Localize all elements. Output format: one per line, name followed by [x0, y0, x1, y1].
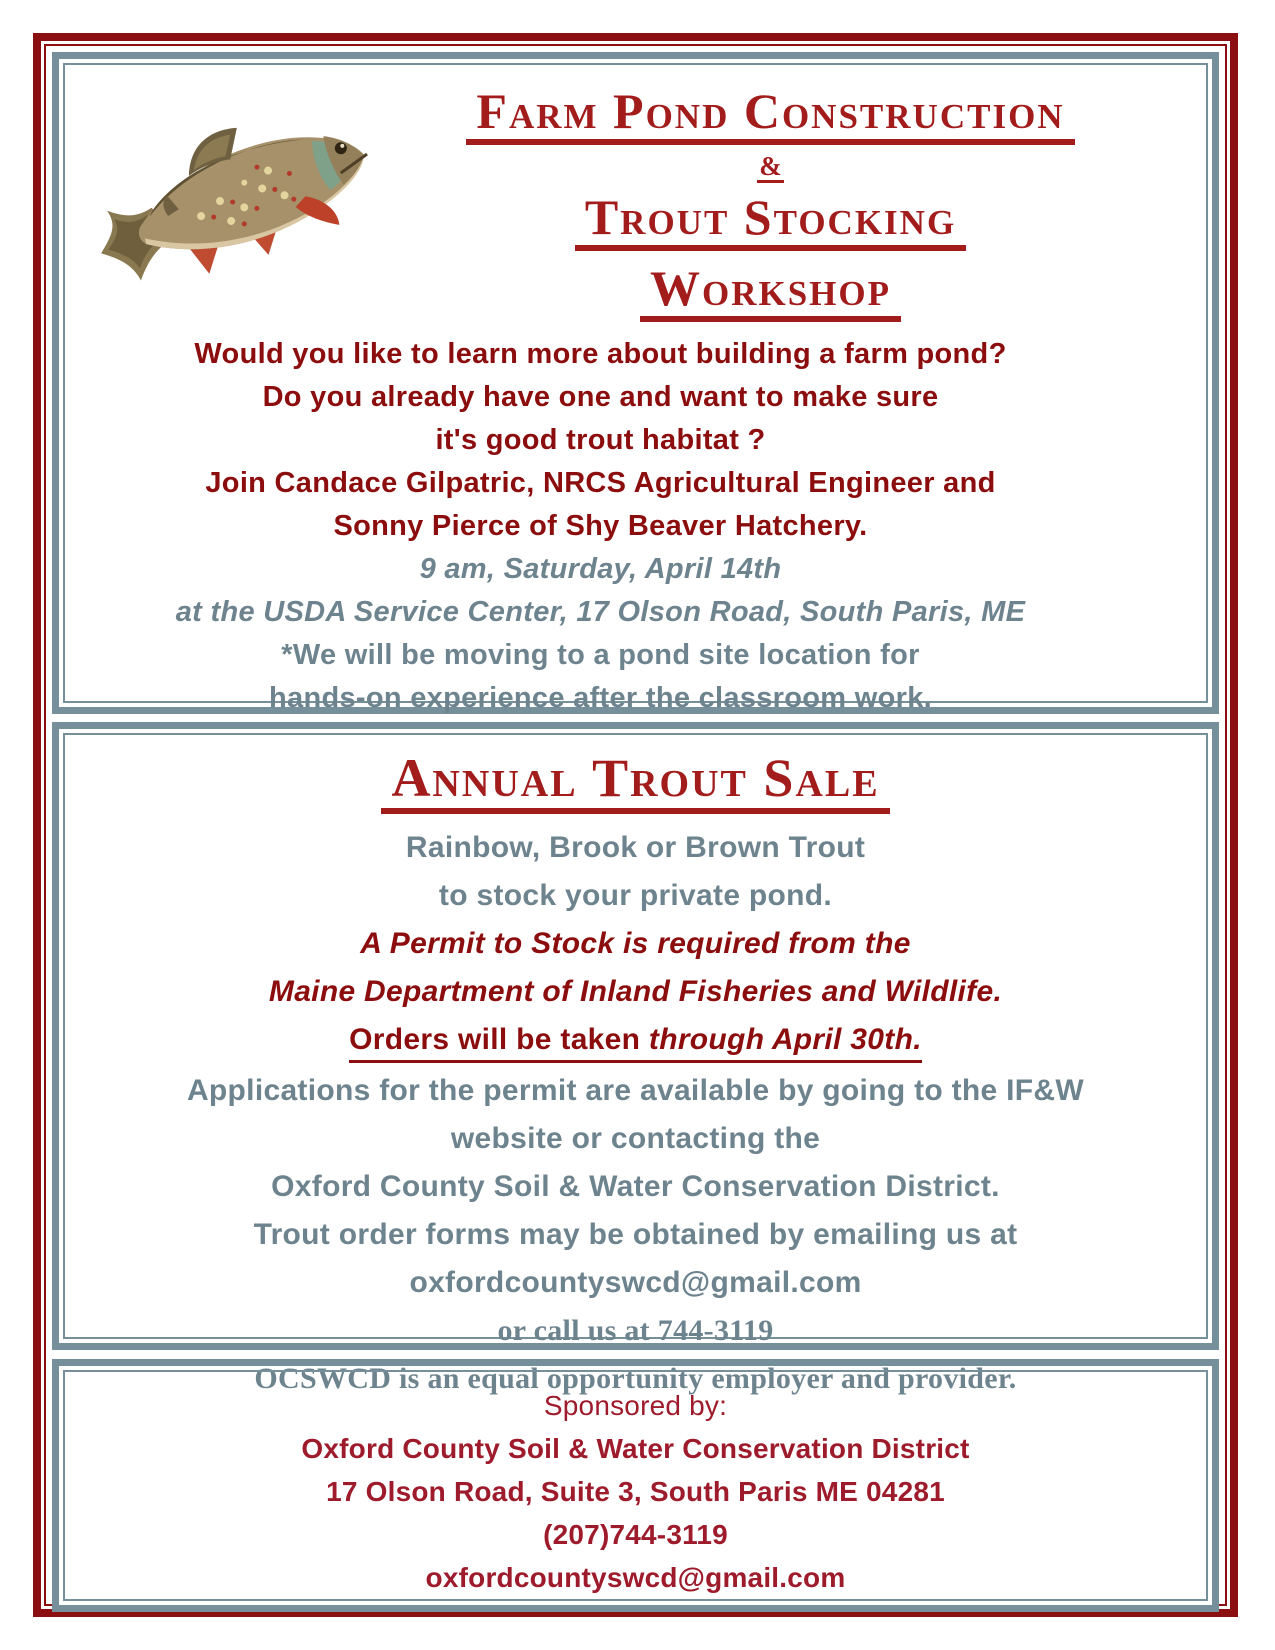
sponsor-phone: (207)744-3119 — [543, 1519, 728, 1550]
workshop-presenters-1: Join Candace Gilpatric, NRCS Agricultural Engineer and — [205, 467, 996, 499]
page-frame-inner — [44, 44, 1227, 1606]
orders-deadline-italic: through April 30th. — [648, 1023, 922, 1056]
workshop-presenters-2: Sonny Pierce of Shy Beaver Hatchery. — [333, 510, 868, 542]
phone-number: or call us at 744-3119 — [497, 1314, 774, 1347]
page-frame — [33, 33, 1238, 1617]
trout-sale-section — [52, 722, 1219, 1395]
sponsor-section-inner — [63, 1370, 1208, 1601]
order-forms-info: Trout order forms may be obtained by emailing us at — [253, 1218, 1018, 1251]
workshop-body — [65, 327, 1136, 720]
trout-sale-title: Annual Trout Sale — [381, 749, 889, 814]
orders-deadline-roman: Orders will be taken — [349, 1023, 649, 1056]
workshop-question-2: Do you already have one and want to make sure — [262, 381, 939, 413]
email-address: oxfordcountyswcd@gmail.com — [409, 1266, 862, 1299]
equal-opportunity-statement: OCSWCD is an equal opportunity employer and provider. — [254, 1362, 1017, 1395]
sponsor-name: Oxford County Soil & Water Conservation District — [301, 1433, 970, 1464]
workshop-title-block — [335, 65, 1206, 327]
event-datetime: 9 am, Saturday, April 14th — [419, 553, 782, 585]
orders-deadline — [65, 1016, 1206, 1067]
workshop-title-ampersand: & — [759, 151, 782, 181]
permit-notice-2: Maine Department of Inland Fisheries and Wildlife. — [268, 975, 1003, 1008]
brook-trout-image — [79, 103, 395, 303]
workshop-title-line2: Trout Stocking — [575, 190, 966, 251]
trout-purpose: to stock your private pond. — [438, 879, 833, 912]
workshop-note-1: *We will be moving to a pond site location for — [281, 639, 920, 671]
sponsor-body — [65, 1372, 1206, 1599]
event-location: at the USDA Service Center, 17 Olson Road, South Paris, ME — [175, 596, 1026, 628]
workshop-question-1: Would you like to learn more about building a farm pond? — [194, 338, 1007, 370]
workshop-title-line3: Workshop — [640, 261, 901, 322]
sponsor-email: oxfordcountyswcd@gmail.com — [425, 1562, 846, 1593]
trout-sale-body — [65, 824, 1206, 1403]
workshop-section-inner — [63, 63, 1208, 714]
applications-info-2: website or contacting the — [450, 1122, 821, 1155]
sponsor-section — [52, 1359, 1219, 1612]
district-name: Oxford County Soil & Water Conservation District. — [271, 1170, 1000, 1203]
permit-notice-1: A Permit to Stock is required from the — [360, 927, 911, 960]
workshop-question-3: it's good trout habitat ? — [435, 424, 766, 456]
applications-info-1: Applications for the permit are available by going to the IF&W — [186, 1074, 1085, 1107]
sponsor-address: 17 Olson Road, Suite 3, South Paris ME 04281 — [326, 1476, 945, 1507]
brook-trout-icon — [79, 103, 395, 303]
trout-varieties: Rainbow, Brook or Brown Trout — [405, 831, 866, 864]
workshop-title-line1: Farm Pond Construction — [466, 84, 1074, 145]
sponsored-by-label: Sponsored by: — [543, 1390, 728, 1421]
workshop-section — [52, 52, 1219, 714]
workshop-note-2: hands-on experience after the classroom work. — [269, 682, 932, 714]
trout-sale-section-inner — [63, 733, 1208, 1395]
